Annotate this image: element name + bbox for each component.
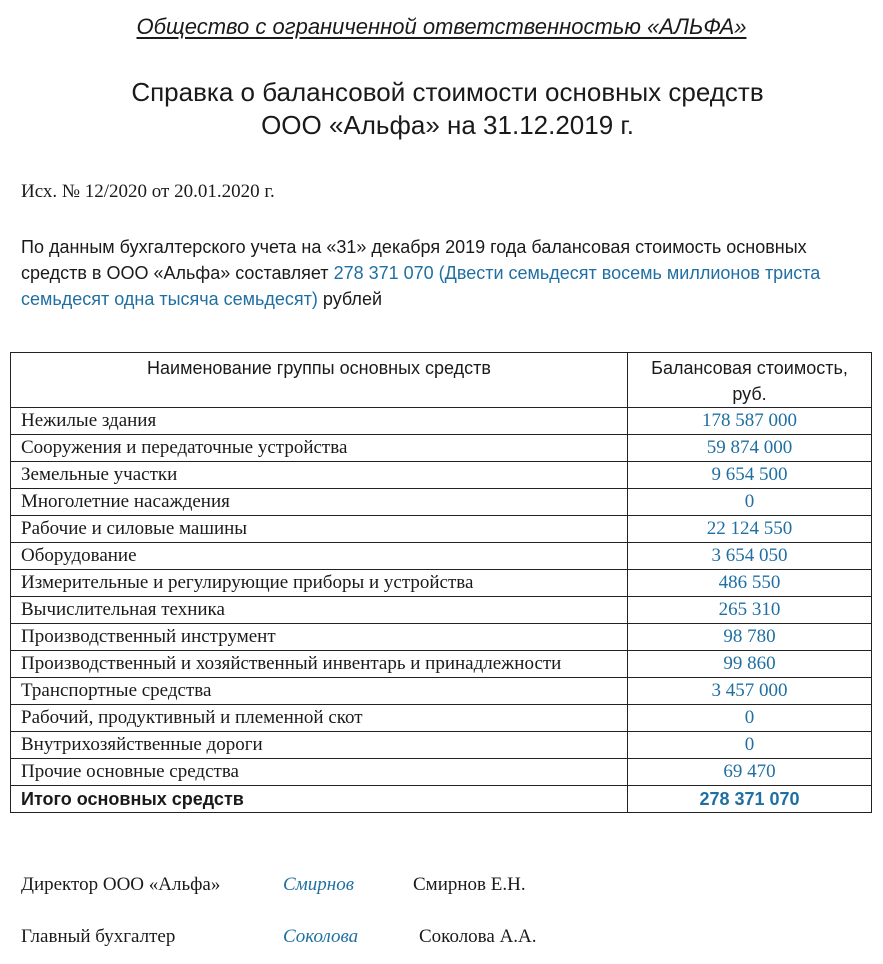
asset-value: 99 860 [628,651,872,678]
title-line-2: ООО «Альфа» на 31.12.2019 г. [261,110,634,140]
asset-name: Вычислительная техника [11,597,628,624]
asset-value: 265 310 [628,597,872,624]
total-row [11,786,872,813]
table-row [11,489,872,516]
asset-value: 9 654 500 [628,462,872,489]
statement-paragraph [21,234,841,312]
statement-suffix: рублей [317,289,383,309]
column-header-value: Балансовая стоимость, руб. [628,353,872,408]
table-row [11,462,872,489]
accountant-signature: Соколова [283,926,359,947]
asset-name: Многолетние насаждения [11,489,628,516]
asset-name: Рабочие и силовые машины [11,516,628,543]
asset-value: 0 [628,705,872,732]
director-role: Директор ООО «Альфа» [21,874,221,895]
assets-table [10,352,872,813]
title-line-1: Справка о балансовой стоимости основных средств [131,77,764,107]
table-row [11,408,872,435]
asset-name: Рабочий, продуктивный и племенной скот [11,705,628,732]
asset-name: Нежилые здания [11,408,628,435]
asset-name: Сооружения и передаточные устройства [11,435,628,462]
director-signature-row [21,874,621,902]
asset-value: 3 457 000 [628,678,872,705]
accountant-role: Главный бухгалтер [21,926,176,947]
table-header-row [11,353,872,408]
statement-amount: 278 371 070 (Двести семьдесят восемь миллионов триста семьдесят одна тысяча семьдесят) [21,263,821,309]
asset-value: 178 587 000 [628,408,872,435]
total-value: 278 371 070 [628,786,872,813]
asset-name: Прочие основные средства [11,759,628,786]
column-header-name: Наименование группы основных средств [11,353,628,408]
table-row [11,678,872,705]
document-title [0,76,883,142]
table-row [11,624,872,651]
asset-name: Измерительные и регулирующие приборы и устройства [11,570,628,597]
asset-value: 98 780 [628,624,872,651]
asset-name: Земельные участки [11,462,628,489]
asset-name: Внутрихозяйственные дороги [11,732,628,759]
outgoing-reference: Исх. № 12/2020 от 20.01.2020 г. [21,181,275,202]
asset-value: 486 550 [628,570,872,597]
director-name: Смирнов Е.Н. [413,874,526,895]
asset-name: Производственный и хозяйственный инвентарь и принадлежности [11,651,628,678]
accountant-name: Соколова А.А. [419,926,537,947]
director-signature: Смирнов [283,874,354,895]
table-row [11,705,872,732]
table-row [11,759,872,786]
asset-value: 0 [628,489,872,516]
asset-value: 59 874 000 [628,435,872,462]
table-row [11,732,872,759]
table-row [11,570,872,597]
total-label: Итого основных средств [11,786,628,813]
company-name: Общество с ограниченной ответственностью «АЛЬФА» [136,14,747,39]
table-row [11,435,872,462]
asset-name: Транспортные средства [11,678,628,705]
table-row [11,597,872,624]
asset-value: 0 [628,732,872,759]
asset-name: Оборудование [11,543,628,570]
accountant-signature-row [21,926,621,954]
table-row [11,543,872,570]
table-row [11,651,872,678]
asset-value: 69 470 [628,759,872,786]
statement-prefix: По данным бухгалтерского учета на «31» декабря 2019 года балансовая стоимость основных средств в ООО «Альфа» составляет [21,237,807,283]
asset-value: 3 654 050 [628,543,872,570]
asset-value: 22 124 550 [628,516,872,543]
table-row [11,516,872,543]
asset-name: Производственный инструмент [11,624,628,651]
